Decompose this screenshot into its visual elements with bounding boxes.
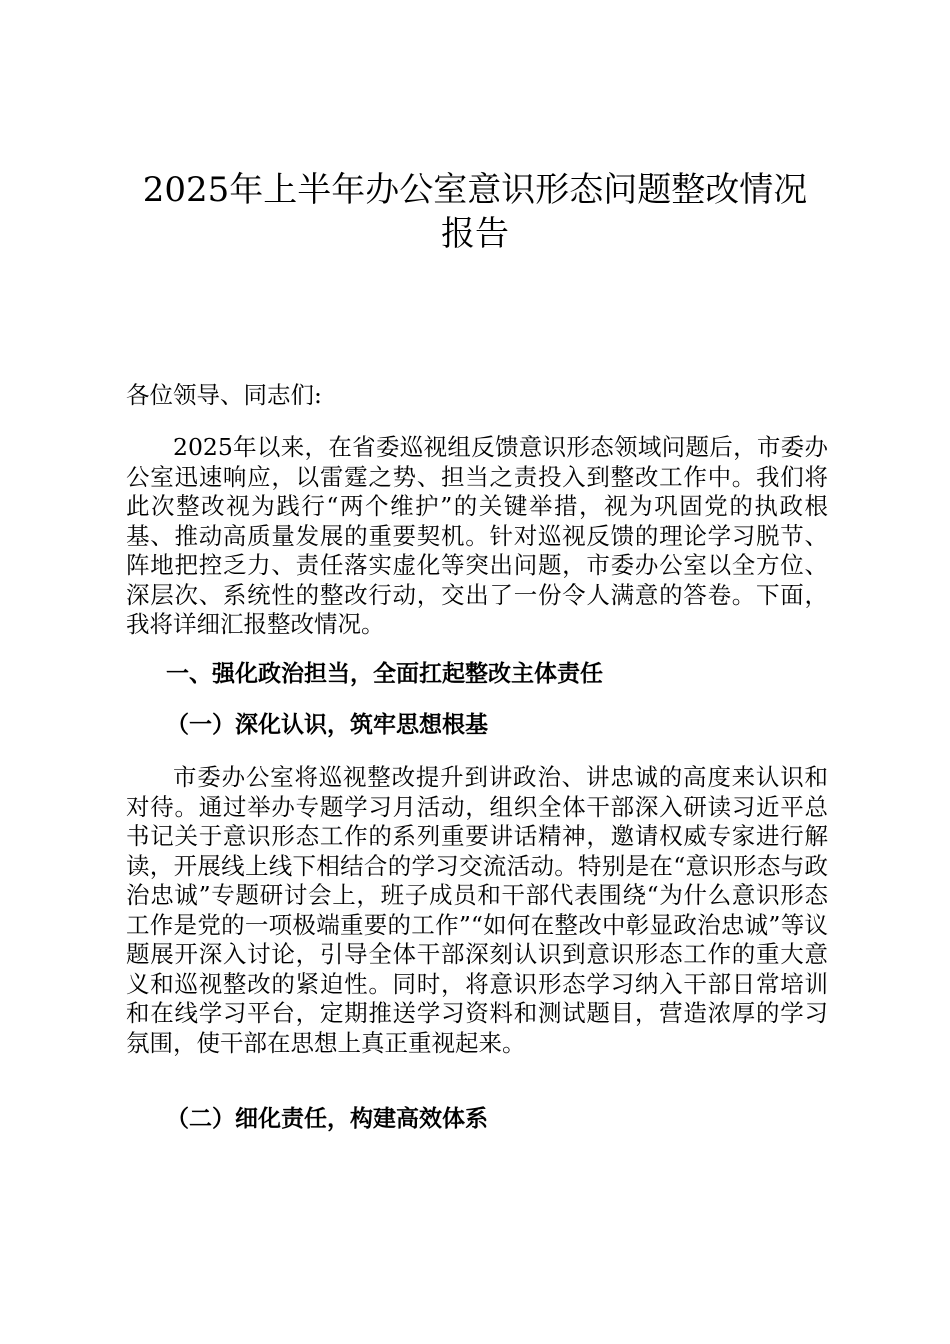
title-line-2: 报告 [441,214,509,254]
salutation: 各位领导、同志们: [126,381,322,409]
title-line-1: 2025年上半年办公室意识形态问题整改情况 [142,170,808,210]
intro-paragraph: 2025年以来，在省委巡视组反馈意识形态领域问题后，市委办公室迅速响应，以雷霆之势、担当之责投入到整改工作中。我们将此次整改视为践行“两个维护”的关键举措，视为巩固党的执政根基、推动高质量发展的重要契机。针对巡视反馈的理论学习脱节、阵地把控乏力、责任落实虚化等突出问题，市委办公室以全方位、深层次、系统性的整改行动，交出了一份令人满意的答卷。下面，我将详细汇报整改情况。 [126,433,828,638]
section-heading-1: 一、强化政治担当，全面扛起整改主体责任 [166,661,603,687]
subsection-heading-1-2: （二）细化责任，构建高效体系 [166,1106,488,1132]
document-title [120,168,830,256]
subsection-heading-1-1: （一）深化认识，筑牢思想根基 [166,712,488,738]
body-paragraph-1-1: 市委办公室将巡视整改提升到讲政治、讲忠诚的高度来认识和对待。通过举办专题学习月活动，组织全体干部深入研读习近平总书记关于意识形态工作的系列重要讲话精神，邀请权威专家进行解读，开展线上线下相结合的学习交流活动。特别是在“意识形态与政治忠诚”专题研讨会上，班子成员和干部代表围绕“为什么意识形态工作是党的一项极端重要的工作”“如何在整改中彰显政治忠诚”等议题展开深入讨论，引导全体干部深刻认识到意识形态工作的重大意义和巡视整改的紧迫性。同时，将意识形态学习纳入干部日常培训和在线学习平台，定期推送学习资料和测试题目，营造浓厚的学习氛围，使干部在思想上真正重视起来。 [126,763,828,1057]
